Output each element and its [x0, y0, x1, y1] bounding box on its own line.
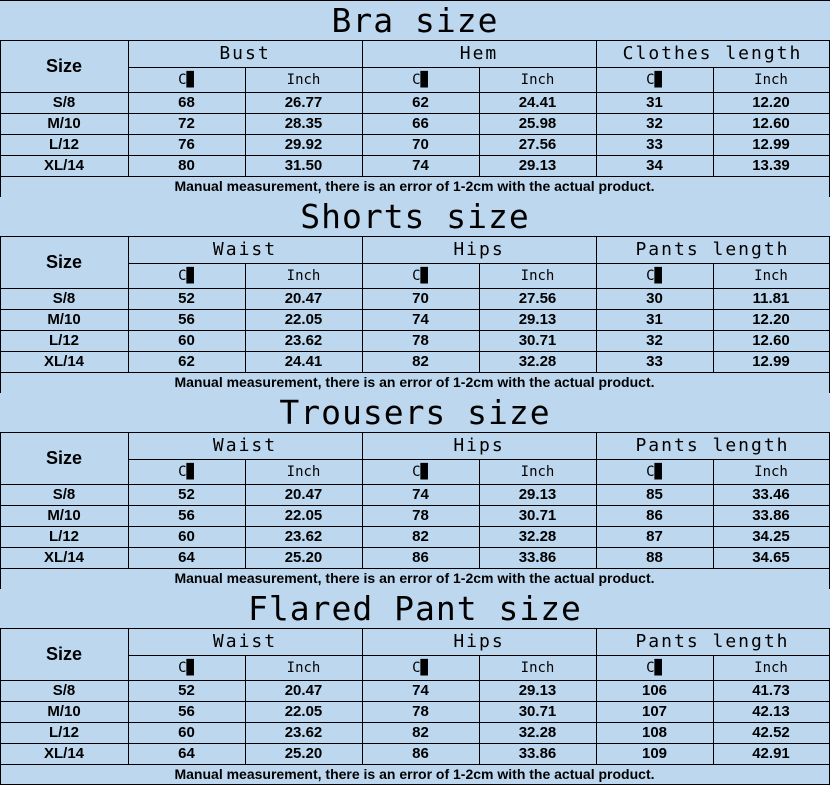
measurement-cell: 107 [641, 703, 668, 720]
unit-header: C▉ [646, 463, 663, 480]
measurement-cell: 20.47 [284, 486, 323, 503]
grid-line [713, 459, 714, 569]
measurement-cell: 29.13 [518, 682, 557, 699]
grid-line [479, 67, 480, 177]
measurement-cell: 12.99 [752, 353, 790, 370]
measurement-group-header: Clothes length [622, 43, 803, 64]
measurement-cell: 24.41 [284, 353, 323, 370]
grid-line [0, 92, 830, 93]
unit-header: Inch [520, 71, 555, 88]
grid-line [362, 236, 363, 373]
grid-line [0, 505, 830, 506]
measurement-cell: 42.91 [752, 745, 790, 762]
size-table-section [0, 588, 830, 784]
grid-line [128, 432, 129, 569]
measurement-cell: 25.20 [284, 549, 323, 566]
measurement-cell: 22.05 [284, 311, 323, 328]
unit-header: C▉ [412, 463, 429, 480]
measurement-cell: 56 [178, 507, 195, 524]
unit-header: Inch [286, 463, 321, 480]
grid-line [245, 67, 246, 177]
measurement-cell: 23.62 [284, 332, 323, 349]
grid-line [0, 0, 830, 1]
grid-line [713, 67, 714, 177]
measurement-cell: 106 [641, 682, 668, 699]
grid-line [0, 432, 830, 433]
measurement-cell: 86 [412, 745, 429, 762]
measurement-cell: 31 [646, 94, 663, 111]
grid-line [0, 526, 830, 527]
size-label-cell: XL/14 [43, 745, 85, 762]
measurement-cell: 62 [178, 353, 195, 370]
size-label-cell: M/10 [47, 507, 81, 524]
grid-line [245, 459, 246, 569]
grid-line [596, 432, 597, 569]
section-title: Trousers size [279, 393, 551, 432]
grid-line [0, 628, 1, 785]
measurement-cell: 64 [178, 745, 195, 762]
measurement-group-header: Bust [219, 43, 271, 64]
measurement-cell: 82 [412, 724, 429, 741]
unit-header: C▉ [412, 71, 429, 88]
measurement-note: Manual measurement, there is an error of 1-2cm with the actual product. [174, 766, 655, 782]
measurement-group-header: Hips [453, 631, 505, 652]
unit-header: Inch [286, 267, 321, 284]
measurement-cell: 70 [412, 136, 429, 153]
measurement-cell: 41.73 [752, 682, 790, 699]
grid-line [713, 655, 714, 765]
size-label-cell: S/8 [52, 682, 76, 699]
measurement-cell: 20.47 [284, 682, 323, 699]
measurement-cell: 42.52 [752, 724, 790, 741]
grid-line [0, 288, 830, 289]
measurement-cell: 52 [178, 486, 195, 503]
measurement-cell: 56 [178, 311, 195, 328]
measurement-cell: 64 [178, 549, 195, 566]
grid-line [0, 628, 830, 629]
measurement-cell: 29.13 [518, 157, 557, 174]
grid-line [0, 236, 1, 393]
size-table-section [0, 0, 830, 196]
grid-line [0, 351, 830, 352]
grid-line [479, 459, 480, 569]
measurement-cell: 85 [646, 486, 663, 503]
measurement-cell: 34.65 [752, 549, 790, 566]
grid-line [362, 432, 363, 569]
grid-line [362, 628, 363, 765]
grid-line [596, 628, 597, 765]
unit-header: Inch [754, 463, 788, 480]
unit-header: C▉ [412, 659, 429, 676]
grid-line [128, 236, 129, 373]
measurement-cell: 78 [412, 332, 429, 349]
measurement-cell: 29.13 [518, 311, 557, 328]
grid-line [0, 568, 830, 569]
measurement-group-header: Waist [212, 239, 278, 260]
measurement-group-header: Hips [453, 435, 505, 456]
measurement-cell: 66 [412, 115, 429, 132]
measurement-cell: 25.98 [518, 115, 557, 132]
measurement-cell: 88 [646, 549, 663, 566]
measurement-cell: 76 [178, 136, 195, 153]
measurement-cell: 31 [646, 311, 663, 328]
unit-header: C▉ [646, 71, 663, 88]
grid-line [0, 309, 830, 310]
grid-line [479, 655, 480, 765]
measurement-cell: 11.81 [752, 290, 790, 307]
measurement-cell: 12.60 [752, 332, 790, 349]
measurement-cell: 34 [646, 157, 663, 174]
grid-line [0, 432, 1, 589]
unit-header: C▉ [646, 267, 663, 284]
measurement-cell: 28.35 [284, 115, 323, 132]
measurement-cell: 52 [178, 682, 195, 699]
grid-line [0, 176, 830, 177]
measurement-group-header: Waist [212, 435, 278, 456]
grid-line [0, 236, 830, 237]
measurement-cell: 32 [646, 332, 663, 349]
unit-header: Inch [754, 71, 788, 88]
measurement-cell: 25.20 [284, 745, 323, 762]
grid-line [0, 372, 830, 373]
measurement-cell: 74 [412, 682, 429, 699]
measurement-cell: 33.86 [752, 507, 790, 524]
measurement-cell: 22.05 [284, 703, 323, 720]
grid-line [0, 40, 1, 197]
measurement-cell: 29.13 [518, 486, 557, 503]
measurement-note: Manual measurement, there is an error of 1-2cm with the actual product. [174, 374, 655, 390]
grid-line [596, 236, 597, 373]
size-column-header: Size [45, 55, 83, 76]
measurement-cell: 33.46 [752, 486, 790, 503]
size-column-header: Size [45, 643, 83, 664]
unit-header: C▉ [412, 267, 429, 284]
measurement-cell: 33 [646, 136, 663, 153]
measurement-cell: 32.28 [518, 724, 557, 741]
size-table-section [0, 196, 830, 392]
measurement-cell: 74 [412, 486, 429, 503]
measurement-group-header: Pants length [635, 435, 790, 456]
grid-line [0, 155, 830, 156]
grid-line [0, 701, 830, 702]
size-label-cell: L/12 [48, 528, 79, 545]
measurement-cell: 60 [178, 528, 195, 545]
grid-line [479, 263, 480, 373]
measurement-cell: 32.28 [518, 353, 557, 370]
size-column-header: Size [45, 447, 83, 468]
measurement-cell: 12.20 [752, 311, 790, 328]
measurement-cell: 27.56 [518, 290, 557, 307]
measurement-cell: 82 [412, 353, 429, 370]
grid-line [0, 722, 830, 723]
measurement-cell: 33.86 [518, 549, 557, 566]
unit-header: Inch [520, 463, 555, 480]
measurement-cell: 70 [412, 290, 429, 307]
grid-line [0, 743, 830, 744]
measurement-cell: 56 [178, 703, 195, 720]
size-label-cell: L/12 [48, 724, 79, 741]
measurement-cell: 34.25 [752, 528, 790, 545]
measurement-group-header: Pants length [635, 239, 790, 260]
measurement-cell: 68 [178, 94, 195, 111]
size-label-cell: M/10 [47, 703, 81, 720]
grid-line [713, 263, 714, 373]
size-label-cell: XL/14 [43, 157, 85, 174]
measurement-cell: 20.47 [284, 290, 323, 307]
grid-line [0, 547, 830, 548]
measurement-cell: 62 [412, 94, 429, 111]
size-label-cell: S/8 [52, 94, 76, 111]
measurement-cell: 74 [412, 157, 429, 174]
size-label-cell: L/12 [48, 332, 79, 349]
size-label-cell: L/12 [48, 136, 79, 153]
unit-header: C▉ [178, 659, 195, 676]
grid-line [0, 764, 830, 765]
unit-header: Inch [520, 267, 555, 284]
measurement-cell: 86 [412, 549, 429, 566]
unit-header: C▉ [178, 71, 195, 88]
measurement-cell: 22.05 [284, 507, 323, 524]
measurement-cell: 74 [412, 311, 429, 328]
size-table-section [0, 392, 830, 588]
size-label-cell: S/8 [52, 290, 76, 307]
measurement-cell: 30.71 [518, 703, 557, 720]
size-label-cell: M/10 [47, 311, 81, 328]
size-label-cell: S/8 [52, 486, 76, 503]
unit-header: Inch [754, 659, 788, 676]
measurement-group-header: Hips [453, 239, 505, 260]
measurement-cell: 30.71 [518, 507, 557, 524]
measurement-cell: 52 [178, 290, 195, 307]
measurement-cell: 12.60 [752, 115, 790, 132]
measurement-cell: 80 [178, 157, 195, 174]
measurement-cell: 78 [412, 507, 429, 524]
measurement-cell: 24.41 [518, 94, 557, 111]
section-title: Shorts size [300, 197, 530, 236]
size-label-cell: M/10 [47, 115, 81, 132]
measurement-cell: 33.86 [518, 745, 557, 762]
measurement-cell: 27.56 [518, 136, 557, 153]
measurement-cell: 23.62 [284, 724, 323, 741]
grid-line [245, 263, 246, 373]
measurement-note: Manual measurement, there is an error of 1-2cm with the actual product. [174, 570, 655, 586]
unit-header: Inch [754, 267, 788, 284]
measurement-cell: 13.39 [752, 157, 790, 174]
unit-header: Inch [520, 659, 555, 676]
measurement-cell: 32.28 [518, 528, 557, 545]
measurement-cell: 42.13 [752, 703, 790, 720]
grid-line [0, 134, 830, 135]
unit-header: C▉ [178, 463, 195, 480]
section-title: Flared Pant size [248, 589, 582, 628]
size-label-cell: XL/14 [43, 549, 85, 566]
size-column-header: Size [45, 251, 83, 272]
grid-line [0, 40, 830, 41]
measurement-cell: 30 [646, 290, 663, 307]
grid-line [0, 113, 830, 114]
measurement-cell: 60 [178, 332, 195, 349]
measurement-cell: 31.50 [284, 157, 323, 174]
measurement-group-header: Waist [212, 631, 278, 652]
measurement-cell: 33 [646, 353, 663, 370]
grid-line [0, 484, 830, 485]
measurement-cell: 30.71 [518, 332, 557, 349]
measurement-group-header: Pants length [635, 631, 790, 652]
measurement-cell: 87 [646, 528, 663, 545]
measurement-cell: 29.92 [284, 136, 323, 153]
measurement-cell: 60 [178, 724, 195, 741]
unit-header: Inch [286, 71, 321, 88]
unit-header: C▉ [646, 659, 663, 676]
measurement-cell: 78 [412, 703, 429, 720]
grid-line [362, 40, 363, 177]
measurement-cell: 23.62 [284, 528, 323, 545]
grid-line [245, 655, 246, 765]
measurement-cell: 109 [641, 745, 668, 762]
grid-line [128, 40, 129, 177]
measurement-cell: 26.77 [284, 94, 323, 111]
size-label-cell: XL/14 [43, 353, 85, 370]
measurement-cell: 12.99 [752, 136, 790, 153]
grid-line [596, 40, 597, 177]
grid-line [128, 628, 129, 765]
measurement-cell: 32 [646, 115, 663, 132]
measurement-note: Manual measurement, there is an error of 1-2cm with the actual product. [174, 178, 655, 194]
section-title: Bra size [331, 1, 499, 40]
grid-line [0, 330, 830, 331]
measurement-group-header: Hem [459, 43, 499, 64]
measurement-cell: 86 [646, 507, 663, 524]
unit-header: Inch [286, 659, 321, 676]
measurement-cell: 72 [178, 115, 195, 132]
grid-line [0, 680, 830, 681]
measurement-cell: 108 [641, 724, 668, 741]
measurement-cell: 12.20 [752, 94, 790, 111]
measurement-cell: 82 [412, 528, 429, 545]
unit-header: C▉ [178, 267, 195, 284]
